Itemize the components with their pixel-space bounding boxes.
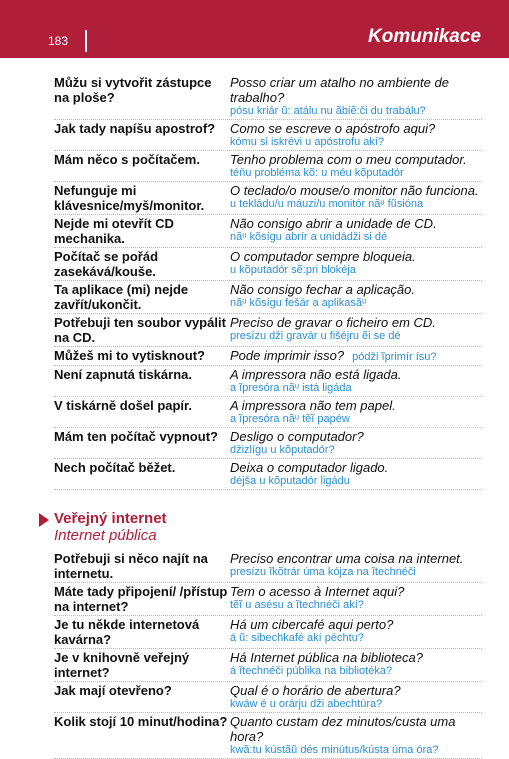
portuguese-phrase: Preciso encontrar uma coisa na internet. <box>230 551 464 566</box>
pronunciation: presízu dži gravár u fišéjru ẽi se dé <box>230 330 401 342</box>
portuguese-phrase: Qual é o horário de abertura? <box>230 683 401 698</box>
pronunciation: u kõputadór sẽ:pri blokéja <box>230 264 356 276</box>
portuguese-translation <box>230 584 482 614</box>
portuguese-translation <box>230 551 482 581</box>
czech-phrase: Potřebuji si něco najít na internetu. <box>54 551 208 581</box>
phrase-row <box>54 583 482 616</box>
phrase-table-top <box>54 74 482 490</box>
portuguese-phrase: Tem o acesso à Internet aqui? <box>230 584 405 599</box>
section-title: Komunikace <box>368 26 481 47</box>
portuguese-phrase: Desligo o computador? <box>230 429 364 444</box>
portuguese-translation <box>230 398 482 426</box>
czech-phrase: Máte tady připojení/ /přístup na internet? <box>54 584 228 614</box>
pronunciation: kwã:tu kústãũ dés minútus/kústa úma óra? <box>230 744 439 756</box>
portuguese-phrase: Não consigo fechar a aplicação. <box>230 282 416 297</box>
portuguese-phrase: Há um cibercafé aqui perto? <box>230 617 394 632</box>
phrase-row <box>54 281 482 314</box>
portuguese-phrase: Pode imprimir isso? <box>230 348 345 363</box>
phrase-row <box>54 248 482 281</box>
portuguese-phrase: A impressora não tem papel. <box>230 398 396 413</box>
czech-phrase: Můžu si vytvořit zástupce na ploše? <box>54 75 212 105</box>
phrase-list <box>54 74 482 759</box>
portuguese-phrase: Como se escreve o apóstrofo aqui? <box>230 121 436 136</box>
portuguese-phrase: Preciso de gravar o ficheiro em CD. <box>230 315 436 330</box>
phrase-row <box>54 616 482 649</box>
portuguese-translation <box>230 249 482 279</box>
subsection-heading <box>54 510 482 544</box>
pronunciation: á ĩtechnéči públika na bibliotéka? <box>230 665 393 677</box>
phrase-row <box>54 215 482 248</box>
portuguese-phrase: O computador sempre bloqueia. <box>230 249 416 264</box>
pronunciation: tẽĩ u asésu a ĩtechnéči akí? <box>230 599 364 611</box>
portuguese-phrase: Há Internet pública na biblioteca? <box>230 650 423 665</box>
czech-phrase: Nejde mi otevřít CD mechanika. <box>54 216 174 246</box>
subsection-subtitle: Internet pública <box>54 527 157 544</box>
portuguese-translation <box>230 650 482 680</box>
portuguese-translation <box>230 429 482 457</box>
pronunciation: déjša u kõputadór ligádu <box>230 475 350 487</box>
pronunciation: presízu ĩkõtrár úma kójza na ĩtechnéči <box>230 566 416 578</box>
portuguese-translation <box>230 348 482 364</box>
page-number: 183 <box>48 34 69 48</box>
phrase-row <box>54 120 482 151</box>
portuguese-translation <box>230 617 482 647</box>
phrase-table-bottom <box>54 550 482 759</box>
portuguese-phrase: Não consigo abrir a unidade de CD. <box>230 216 437 231</box>
portuguese-translation <box>230 183 482 213</box>
portuguese-translation <box>230 683 482 711</box>
czech-phrase: Mám ten počítač vypnout? <box>54 429 218 444</box>
czech-phrase: Je tu někde internetová kavárna? <box>54 617 200 647</box>
czech-phrase: Můžeš mi to vytisknout? <box>54 348 205 363</box>
portuguese-translation <box>230 282 482 312</box>
portuguese-translation <box>230 367 482 395</box>
portuguese-phrase: Posso criar um atalho no ambiente de trabalho? <box>230 75 449 105</box>
czech-phrase: Kolik stojí 10 minut/hodina? <box>54 714 228 729</box>
pronunciation: nãᵘ kõsígu fešár a aplikasãᵘ <box>230 297 367 309</box>
phrase-row <box>54 397 482 428</box>
portuguese-phrase: Deixa o computador ligado. <box>230 460 389 475</box>
phrase-row <box>54 713 482 759</box>
portuguese-translation <box>230 315 482 345</box>
czech-phrase: Nefunguje mi klávesnice/myš/monitor. <box>54 183 205 213</box>
czech-phrase: Potřebuji ten soubor vypálit na CD. <box>54 315 226 345</box>
pronunciation: džizlígu u kõputadór? <box>230 444 335 456</box>
pronunciation: kómu si iskrévi u apóstrofu akí? <box>230 136 385 148</box>
subsection-title: Veřejný internet <box>54 510 167 527</box>
czech-phrase: Jak tady napíšu apostrof? <box>54 121 216 136</box>
portuguese-translation <box>230 714 482 757</box>
phrase-row <box>54 682 482 713</box>
pronunciation: pósu kriár ũ: atálu nu ãbiẽ:či du trabálu? <box>230 105 426 117</box>
phrase-row <box>54 151 482 182</box>
portuguese-translation <box>230 152 482 180</box>
czech-phrase: Je v knihovně veřejný internet? <box>54 650 190 680</box>
portuguese-phrase: Tenho problema com o meu computador. <box>230 152 467 167</box>
portuguese-phrase: Quanto custam dez minutos/custa uma hora? <box>230 714 456 744</box>
header-divider <box>85 30 87 52</box>
czech-phrase: Není zapnutá tiskárna. <box>54 367 192 382</box>
czech-phrase: Nech počítač běžet. <box>54 460 176 475</box>
portuguese-translation <box>230 75 482 118</box>
portuguese-phrase: O teclado/o mouse/o monitor não funciona. <box>230 183 479 198</box>
czech-phrase: Jak mají otevřeno? <box>54 683 172 698</box>
czech-phrase: Mám něco s počítačem. <box>54 152 200 167</box>
pronunciation: a ĩpresóra nãᵘ tẽĩ papéw <box>230 413 350 425</box>
pronunciation: téňu probléma kõ: u méu kõputadór <box>230 167 404 179</box>
portuguese-translation <box>230 121 482 149</box>
pronunciation: u tekládu/u máuzi/u monitór nãᵘ fũsióna <box>230 198 424 210</box>
czech-phrase: Počítač se pořád zasekává/kouše. <box>54 249 159 279</box>
phrase-row <box>54 366 482 397</box>
pronunciation: kwáw é u orárju dži abechtúra? <box>230 698 383 710</box>
page-header <box>0 0 509 58</box>
phrase-row <box>54 649 482 682</box>
pronunciation: pódži ĩprimír ísu? <box>352 351 437 363</box>
phrase-row <box>54 428 482 459</box>
pronunciation: a ĩpresóra nãᵘ istá ligáda <box>230 382 352 394</box>
pronunciation: nãᵘ kõsígu abrír a unidádži si dé <box>230 231 388 243</box>
czech-phrase: V tiskárně došel papír. <box>54 398 192 413</box>
triangle-arrow-icon <box>39 513 49 527</box>
portuguese-translation <box>230 216 482 246</box>
phrase-row <box>54 347 482 366</box>
phrase-row <box>54 74 482 120</box>
phrase-row <box>54 182 482 215</box>
portuguese-translation <box>230 460 482 488</box>
phrase-row <box>54 459 482 490</box>
phrase-row <box>54 314 482 347</box>
czech-phrase: Ta aplikace (mi) nejde zavřít/ukončit. <box>54 282 189 312</box>
pronunciation: á ũ: sibechkafé akí péchtu? <box>230 632 364 644</box>
phrase-row <box>54 550 482 583</box>
portuguese-phrase: A impressora não está ligada. <box>230 367 402 382</box>
